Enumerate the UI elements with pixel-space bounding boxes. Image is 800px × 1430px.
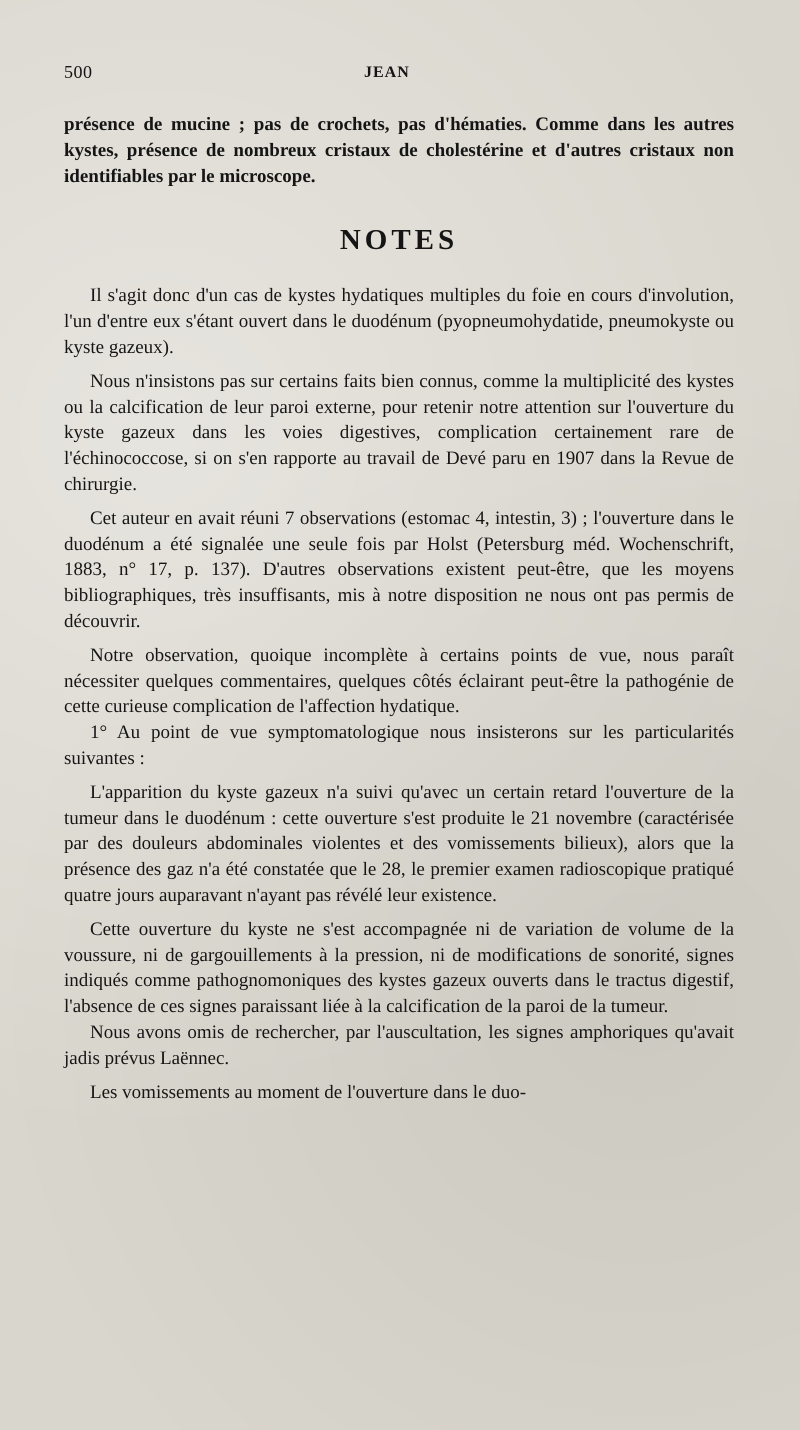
page-header xyxy=(64,62,744,90)
paragraph-8: Nous avons omis de rechercher, par l'auscultation, les signes amphoriques qu'avait jadis prévus Laënnec. xyxy=(64,1021,734,1069)
paragraph-5: 1° Au point de vue symptomatologique nous insisterons sur les particularités suivantes : xyxy=(64,722,734,769)
paragraph-6: L'apparition du kyste gazeux n'a suivi qu'avec un certain retard l'ouverture de la tumeur dans le duodénum : cette ouverture s'est produite le 21 novembre (caractérisée par des douleurs abdominales violentes et des vomissements bilieux), alors que la présence des gaz n'a été constatée que le 28, le premier examen radioscopique pratiqué quatre jours auparavant n'ayant pas révélé leur existence. xyxy=(64,781,734,906)
intro-paragraph: présence de mucine ; pas de crochets, pas d'hématies. Comme dans les autres kystes, présence de nombreux cristaux de cholestérine et d'autres cristaux non identifiables par le microscope. xyxy=(64,114,734,187)
paragraph-1: Il s'agit donc d'un cas de kystes hydatiques multiples du foie en cours d'involution, l'un d'entre eux s'étant ouvert dans le duodénum (pyopneumohydatide, pneumokyste ou kyste gazeux). xyxy=(64,285,734,358)
running-title: JEAN xyxy=(364,64,410,81)
page-number: 500 xyxy=(64,62,93,82)
paragraph-4: Notre observation, quoique incomplète à certains points de vue, nous paraît nécessiter quelques commentaires, quelques côtés éclairant peut-être la pathogénie de cette curieuse complication de l'affection hydatique. xyxy=(64,644,734,718)
paragraph-7: Cette ouverture du kyste ne s'est accompagnée ni de variation de volume de la voussure, ni de gargouillements à la pression, ni de modifications de sonorité, signes indiqués comme pathognomoniques des kystes gazeux ouverts dans le tractus digestif, l'absence de ces signes paraissant liée à la calcification de la paroi de la tumeur. xyxy=(64,918,734,1018)
page-body xyxy=(64,112,734,1105)
paragraph-2: Nous n'insistons pas sur certains faits bien connus, comme la multiplicité des kystes ou la calcification de leur paroi externe, pour retenir notre attention sur l'ouverture du kyste gazeux dans les voies digestives, complication certainement rare de l'échinococcose, si on s'en rapporte au travail de Devé paru en 1907 dans la Revue de chirurgie. xyxy=(64,370,734,495)
paragraph-9: Les vomissements au moment de l'ouverture dans le duo- xyxy=(90,1081,527,1103)
notes-heading: NOTES xyxy=(339,224,459,257)
paragraph-3: Cet auteur en avait réuni 7 observations (estomac 4, intestin, 3) ; l'ouverture dans le duodénum a été signalée une seule fois par Holst (Petersburg méd. Wochenschrift, 1883, n° 17, p. 137). D'autres observations existent peut-être, que les moyens bibliographiques, très insuffisants, mis à notre disposition ne nous ont pas permis de découvrir. xyxy=(64,507,734,632)
